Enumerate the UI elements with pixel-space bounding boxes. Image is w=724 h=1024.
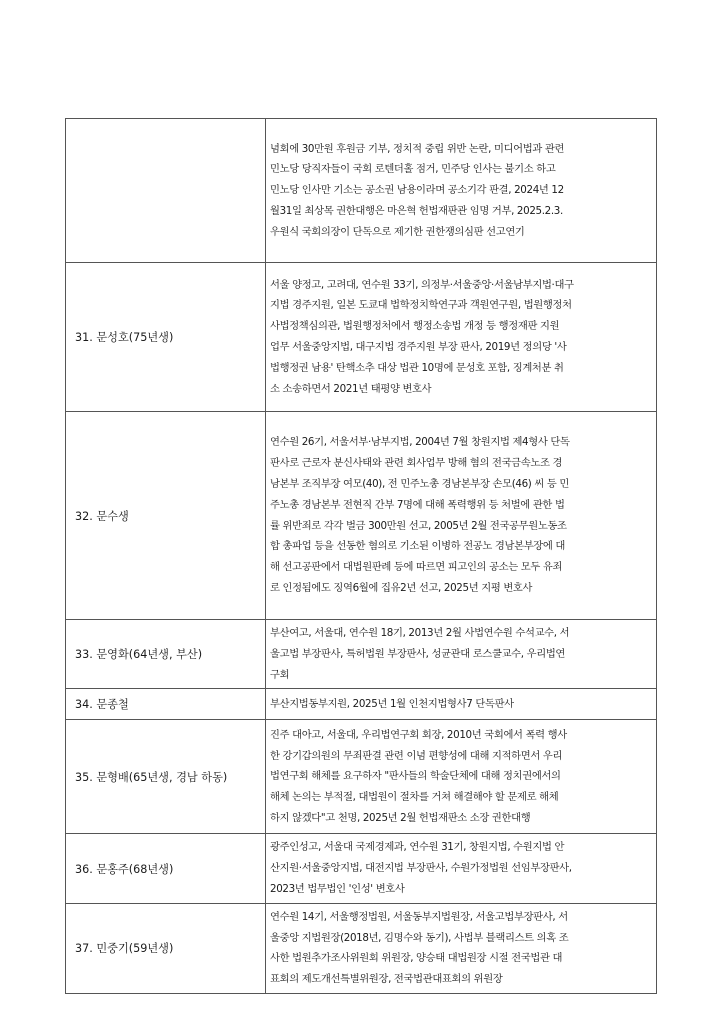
description-line: 사한 법원추가조사위원회 위원장, 양승태 대법원장 시절 전국법관 대 (270, 952, 563, 965)
description-line: 법행정권 남용' 탄핵소추 대상 법관 10명에 문성호 포함, 징계처분 취 (270, 361, 564, 374)
judge-description-cell (266, 119, 657, 263)
description-line: 표회의 제도개선특별위원장, 전국법관대표회의 위원장 (270, 973, 503, 986)
description-line: 부산여고, 서울대, 연수원 18기, 2013년 2월 사법연수원 수석교수, 서 (270, 627, 570, 639)
description-line: 2023년 법무법인 '인성' 변호사 (270, 882, 405, 895)
judge-description-cell (266, 834, 657, 903)
description-line: 울고법 부장판사, 특허법원 부장판사, 성균관대 로스쿨교수, 우리법연 (270, 647, 566, 660)
description-line: 민노당 당직자들이 국회 로텐더홀 점거, 민주당 인사는 불기소 하고 (270, 163, 556, 176)
description-line: 월31일 최상목 권한대행은 마은혁 헌법재판관 임명 거부, 2025.2.3. (270, 204, 563, 217)
description-line: 부산지법동부지원, 2025년 1월 인천지법형사7 단독판사 (270, 697, 514, 710)
description-line: 민노당 인사만 기소는 공소권 남용이라며 공소기각 판결, 2024년 12 (270, 184, 564, 197)
description-line: 지법 경주지원, 일본 도쿄대 법학정치학연구과 객원연구원, 법원행정처 (270, 299, 572, 312)
table-row (66, 834, 657, 903)
description-line: 주노총 경남본부 전현직 간부 7명에 대해 폭력행위 등 처벌에 관한 법 (270, 498, 565, 511)
judges-table (65, 118, 657, 994)
description-line: 울중앙 지법원장(2018년, 김명수와 동기), 사법부 블랙리스트 의혹 조 (270, 931, 569, 944)
description-line: 념회에 30만원 후원금 기부, 정치적 중립 위반 논란, 미디어법과 관련 (270, 142, 565, 155)
table-row (66, 620, 657, 689)
table-row (66, 689, 657, 720)
judge-description-cell (266, 903, 657, 993)
description-line: 남본부 조직부장 여모(40), 전 민주노총 경남본부장 손모(46) 씨 등 민 (270, 477, 570, 490)
description-line: 연수원 14기, 서울행정법원, 서울동부지법원장, 서울고법부장판사, 서 (270, 910, 568, 923)
judge-name-cell: 36. 문홍주(68년생) (66, 834, 266, 903)
description-line: 률 위반죄로 각각 벌금 300만원 선고, 2005년 2월 전국공무원노동조 (270, 519, 567, 532)
description-line: 로 인정됨에도 징역6월에 집유2년 선고, 2025년 지평 변호사 (270, 581, 533, 594)
table-row (66, 412, 657, 620)
judge-description-cell (266, 720, 657, 834)
table-row (66, 903, 657, 993)
judge-name-cell (66, 119, 266, 263)
description-line: 우원식 국회의장이 단독으로 제기한 권한쟁의심판 선고연기 (270, 225, 525, 238)
judge-description-cell (266, 620, 657, 689)
description-line: 산지원·서울중앙지법, 대전지법 부장판사, 수원가정법원 선임부장판사, (270, 862, 572, 875)
description-line: 연수원 26기, 서울서부·남부지법, 2004년 7월 창원지법 제4형사 단독 (270, 436, 570, 449)
description-line: 광주인성고, 서울대 국제경제과, 연수원 31기, 창원지법, 수원지법 안 (270, 841, 565, 854)
description-line: 합 총파업 등을 선동한 혐의로 기소된 이병하 전공노 경남본부장에 대 (270, 540, 566, 553)
description-line: 사법정책심의관, 법원행정처에서 행정소송법 개정 등 행정재판 지원 (270, 320, 560, 333)
description-line: 구회 (270, 668, 290, 681)
description-line: 해 선고공판에서 대법원판례 등에 따르면 피고인의 공소는 모두 유죄 (270, 561, 563, 574)
judge-description-cell (266, 412, 657, 620)
judge-description-cell (266, 263, 657, 412)
judge-name-cell: 31. 문성호(75년생) (66, 263, 266, 412)
description-line: 판사로 근로자 분신사태와 관련 회사업무 방해 혐의 전국금속노조 경 (270, 457, 563, 470)
judge-name-cell: 34. 문종철 (66, 689, 266, 720)
judge-name-cell: 35. 문형배(65년생, 경남 하동) (66, 720, 266, 834)
description-line: 법연구회 해체를 요구하자 "판사들의 학술단체에 대해 정치권에서의 (270, 770, 561, 783)
table-row (66, 263, 657, 412)
description-line: 서울 양정고, 고려대, 연수원 33기, 의정부·서울중앙·서울남부지법·대구 (270, 278, 574, 291)
description-line: 해체 논의는 부적절, 대법원이 절차를 거쳐 해결해야 할 문제로 해체 (270, 791, 559, 804)
judge-description-cell (266, 689, 657, 720)
table-row (66, 119, 657, 263)
description-line: 진주 대아고, 서울대, 우리법연구회 회장, 2010년 국회에서 폭력 행사 (270, 728, 567, 741)
description-line: 한 강기갑의원의 무죄판결 관련 이념 편향성에 대해 지적하면서 우리 (270, 749, 563, 762)
judge-name-cell: 32. 문수생 (66, 412, 266, 620)
description-line: 업무 서울중앙지법, 대구지법 경주지원 부장 판사, 2019년 정의당 '사 (270, 341, 567, 353)
judge-name-cell: 33. 문영화(64년생, 부산) (66, 620, 266, 689)
description-line: 하지 않겠다"고 천명, 2025년 2월 헌법재판소 소장 권한대행 (270, 812, 531, 825)
table-row (66, 720, 657, 834)
description-line: 소 소송하면서 2021년 태평양 변호사 (270, 382, 432, 395)
judge-name-cell: 37. 민중기(59년생) (66, 903, 266, 993)
judges-table-body (66, 119, 657, 994)
